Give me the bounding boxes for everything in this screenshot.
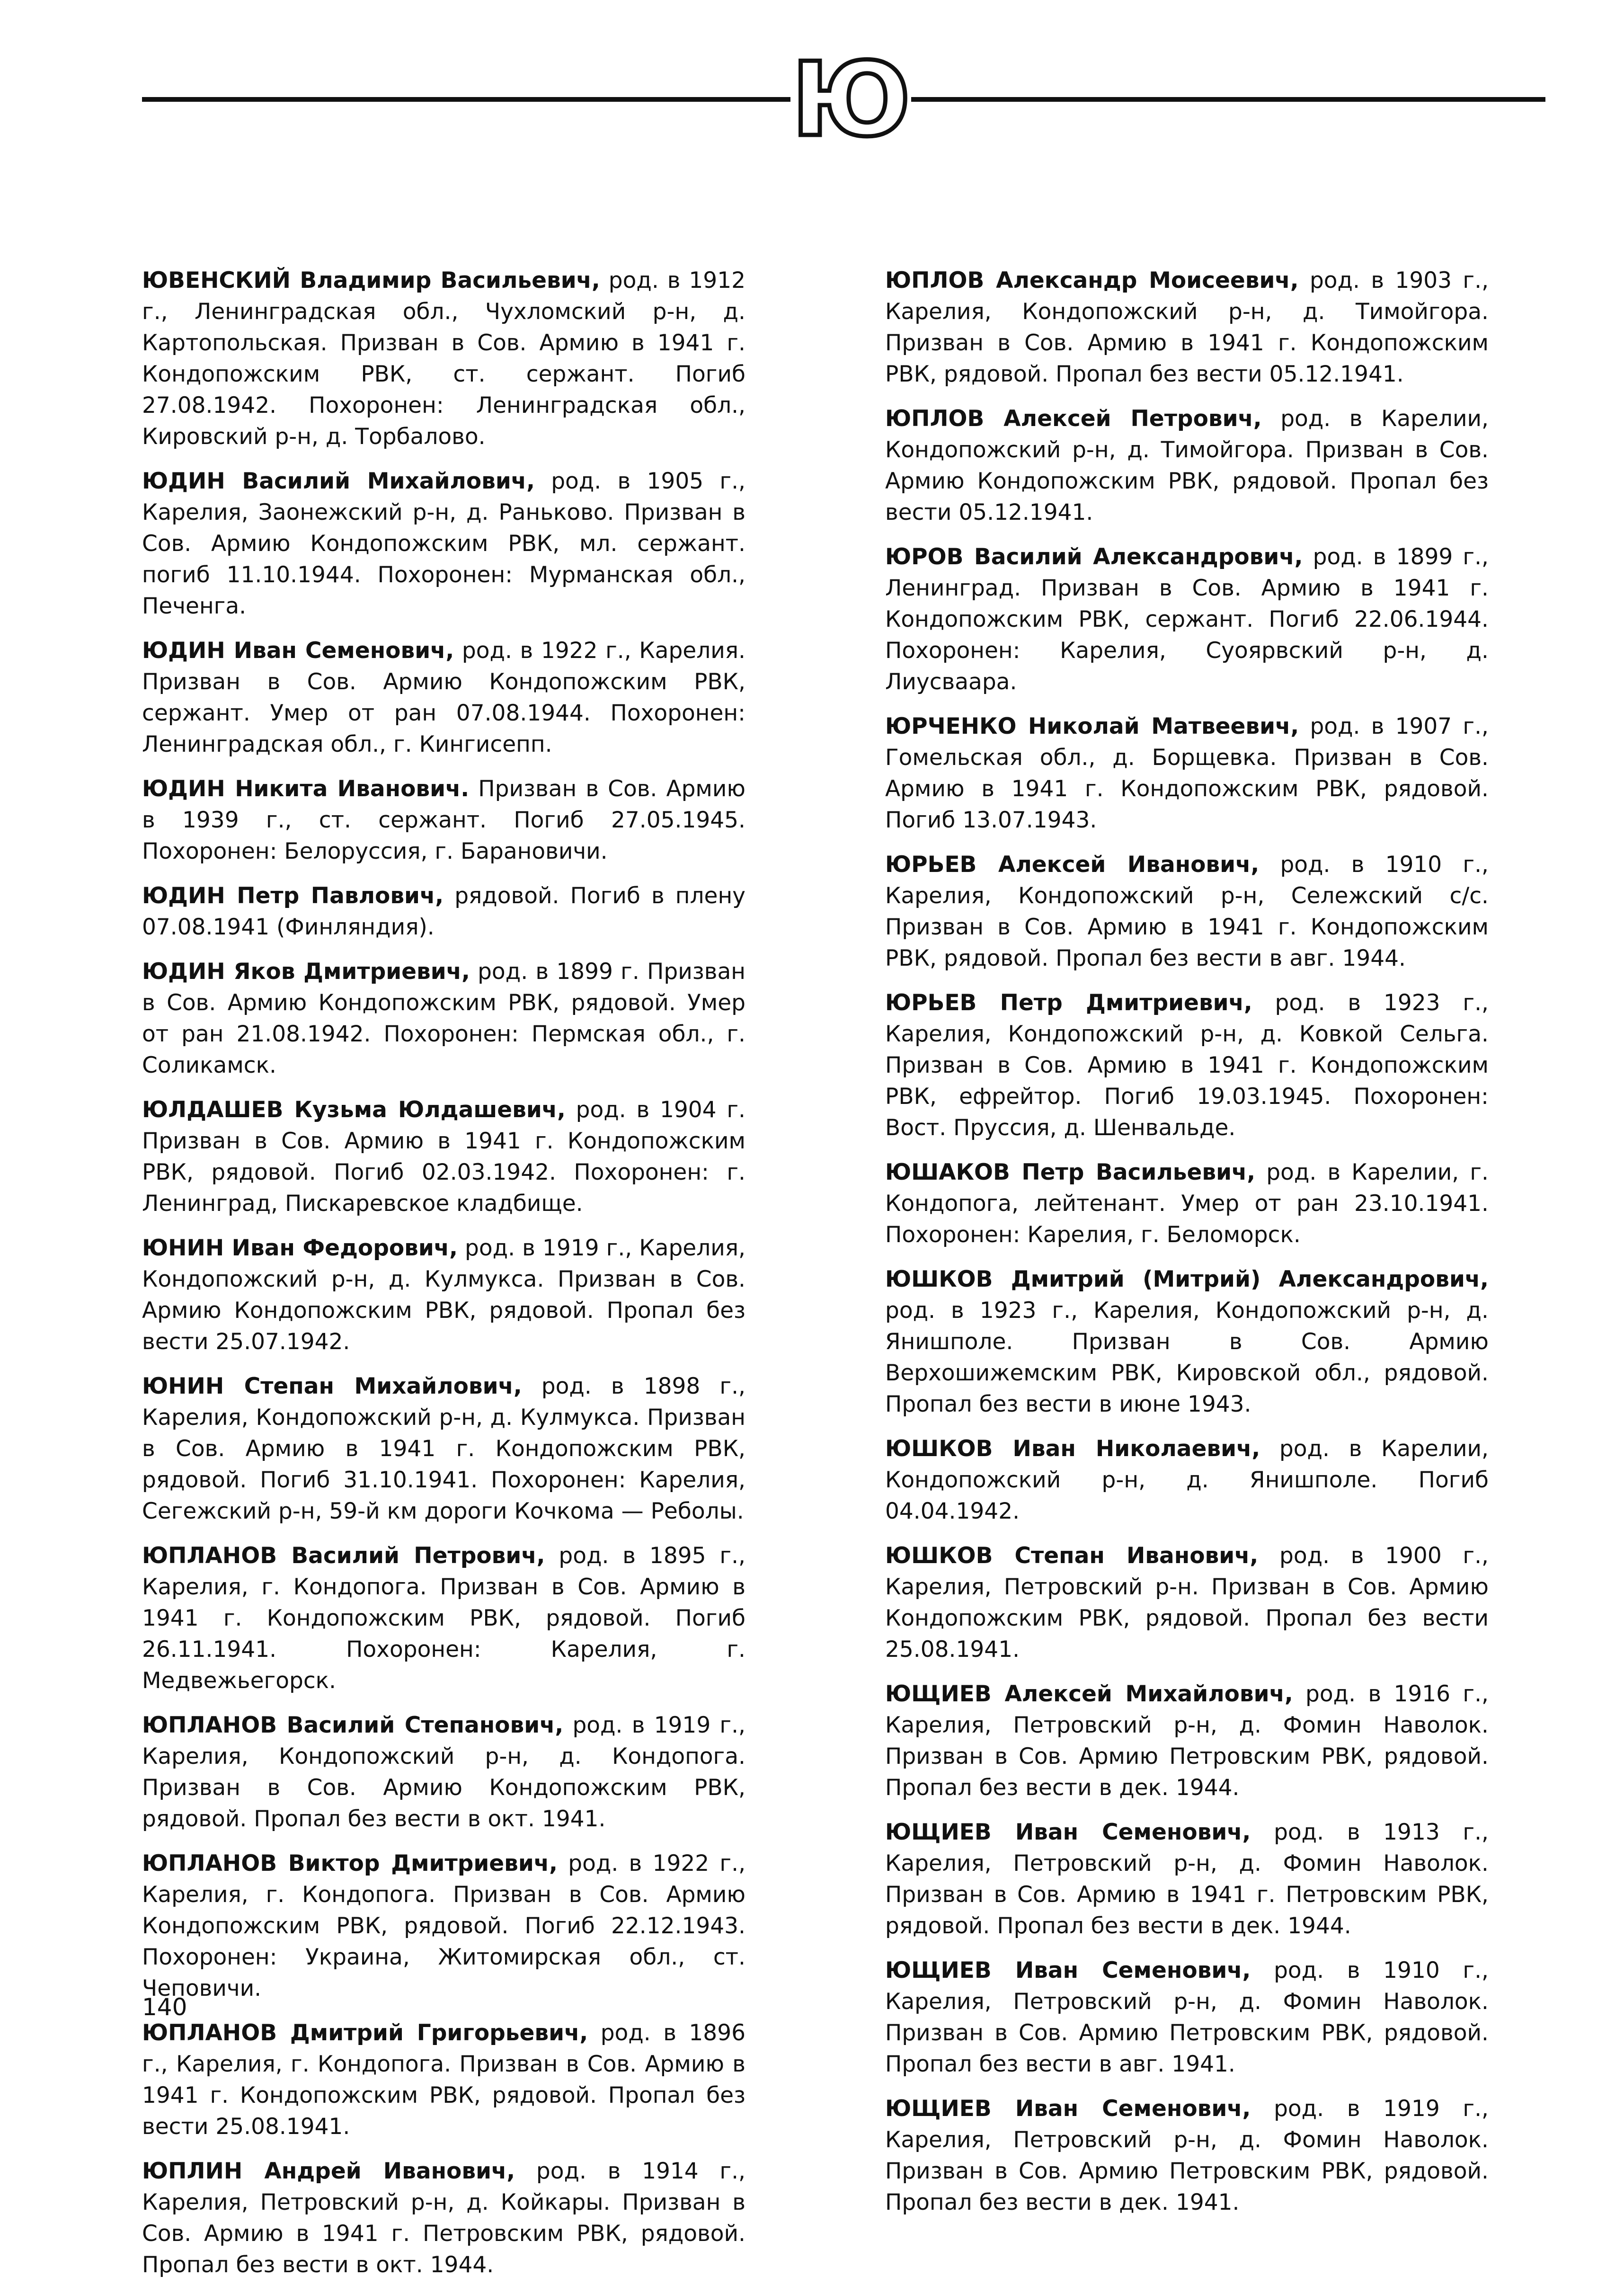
entry-name: ЮРЬЕВ Петр Дмитриевич, xyxy=(885,990,1252,1016)
entry-name: ЮДИН Никита Иванович. xyxy=(142,776,470,802)
entry-text: род. в 1914 г., Карелия, Петровский р-н, д. Койкары. Призван в Сов. Армию в 1941 г. Петровским РВК, рядовой. Пропал без вести в окт. 1944. xyxy=(142,2158,745,2278)
section-letter: Ю xyxy=(791,40,911,159)
biography-entry xyxy=(142,774,745,867)
entry-text: род. в 1900 г., Карелия, Петровский р-н. Призван в Сов. Армию Кондопожским РВК, рядовой. Пропал без вести 25.08.1941. xyxy=(885,1543,1489,1663)
biography-entry xyxy=(885,987,1489,1144)
entry-name: ЮНИН Степан Михайлович, xyxy=(142,1373,522,1399)
entry-text: род. в 1898 г., Карелия, Кондопожский р-н, д. Кулмукса. Призван в Сов. Армию в 1941 г. Кондопожским РВК, рядовой. Погиб 31.10.1941. Похоронен: Карелия, Сегежский р-н, 59-й км дороги Кочкома — Реболы. xyxy=(142,1373,745,1524)
entry-name: ЮДИН Яков Дмитриевич, xyxy=(142,959,470,985)
entry-text: род. в 1913 г., Карелия, Петровский р-н, д. Фомин Наволок. Призван в Сов. Армию в 1941 г. Петровским РВК, рядовой. Пропал без вести в дек. 1944. xyxy=(885,1819,1489,1939)
entry-name: ЮШКОВ Степан Иванович, xyxy=(885,1543,1259,1569)
biography-entry xyxy=(885,1679,1489,1804)
biography-entry xyxy=(885,542,1489,698)
biography-entry xyxy=(142,2018,745,2143)
entry-text: род. в 1896 г., Карелия, г. Кондопога. Призван в Сов. Армию в 1941 г. Кондопожским РВК, рядовой. Пропал без вести 25.08.1941. xyxy=(142,2020,746,2140)
biography-entry xyxy=(142,1710,745,1835)
entry-name: ЮПЛАНОВ Виктор Дмитриевич, xyxy=(142,1850,558,1876)
entry-text: род. в 1916 г., Карелия, Петровский р-н, д. Фомин Наволок. Призван в Сов. Армию Петровским РВК, рядовой. Пропал без вести в дек. 1944. xyxy=(885,1681,1489,1801)
biography-entry xyxy=(142,1371,745,1527)
entry-name: ЮПЛОВ Алексей Петрович, xyxy=(885,406,1262,432)
entry-name: ЮЩИЕВ Иван Семенович, xyxy=(885,2096,1251,2122)
biography-entry xyxy=(142,265,745,453)
entry-name: ЮШАКОВ Петр Васильевич, xyxy=(885,1159,1256,1185)
entry-text: род. в 1919 г., Карелия, Петровский р-н, д. Фомин Наволок. Призван в Сов. Армию Петровским РВК, рядовой. Пропал без вести в дек. 1941. xyxy=(885,2096,1489,2215)
entry-name: ЮВЕНСКИЙ Владимир Васильевич, xyxy=(142,267,600,293)
section-header xyxy=(142,40,1545,159)
entry-name: ЮЩИЕВ Иван Семенович, xyxy=(885,1819,1251,1845)
entry-name: ЮПЛИН Андрей Иванович, xyxy=(142,2158,515,2184)
biography-entry xyxy=(885,1433,1489,1527)
biography-entry xyxy=(885,403,1489,528)
entry-name: ЮРЬЕВ Алексей Иванович, xyxy=(885,852,1260,878)
entry-text: род. в 1903 г., Карелия, Кондопожский р-н, д. Тимойгора. Призван в Сов. Армию в 1941 г. Кондопожским РВК, рядовой. Пропал без вести 05.12.1941. xyxy=(885,267,1489,387)
section-letter-emblem xyxy=(791,40,911,159)
biography-entry xyxy=(142,1233,745,1358)
biography-entry xyxy=(142,1540,745,1697)
entry-text: род. в 1905 г., Карелия, Заонежский р-н, д. Раньково. Призван в Сов. Армию Кондопожским РВК, мл. сержант. погиб 11.10.1944. Похоронен: Мурманская обл., Печенга. xyxy=(142,468,745,619)
entry-name: ЮРОВ Василий Александрович, xyxy=(885,544,1303,570)
entry-name: ЮПЛАНОВ Василий Степанович, xyxy=(142,1712,564,1738)
biography-entry xyxy=(142,880,745,943)
header-rule-left xyxy=(142,97,790,102)
biography-entry xyxy=(142,956,745,1081)
entry-text: род. в 1910 г., Карелия, Кондопожский р-н, Сележский с/с. Призван в Сов. Армию в 1941 г. Кондопожским РВК, рядовой. Пропал без вести в авг. 1944. xyxy=(885,852,1489,971)
entry-text: род. в 1923 г., Карелия, Кондопожский р-н, д. Янишполе. Призван в Сов. Армию Верхошижемским РВК, Кировской обл., рядовой. Пропал без вести в июне 1943. xyxy=(885,1298,1489,1417)
entry-text: род. в 1922 г., Карелия, г. Кондопога. Призван в Сов. Армию Кондопожским РВК, рядовой. Погиб 22.12.1943. Похоронен: Украина, Житомирская обл., ст. Чеповичи. xyxy=(142,1850,746,2001)
entry-name: ЮПЛОВ Александр Моисеевич, xyxy=(885,267,1299,293)
entry-text: род. в Карелии, г. Кондопога, лейтенант. Умер от ран 23.10.1941. Похоронен: Карелия, г. Беломорск. xyxy=(885,1159,1489,1248)
entry-text: род. в Карелии, Кондопожский р-н, д. Тимойгора. Призван в Сов. Армию Кондопожским РВК, рядовой. Пропал без вести 05.12.1941. xyxy=(885,406,1489,525)
biography-entry xyxy=(142,466,745,622)
entry-text: род. в 1899 г., Ленинград. Призван в Сов. Армию в 1941 г. Кондопожским РВК, сержант. Погиб 22.06.1944. Похоронен: Карелия, Суоярвский р-н, д. Лиусваара. xyxy=(885,544,1489,695)
biography-entry xyxy=(885,1264,1489,1420)
entry-name: ЮДИН Василий Михайлович, xyxy=(142,468,535,494)
biography-entry xyxy=(885,1955,1489,2080)
entry-name: ЮДИН Петр Павлович, xyxy=(142,883,444,909)
entry-text: Призван в Сов. Армию в 1939 г., ст. сержант. Погиб 27.05.1945. Похоронен: Белоруссия, г. Барановичи. xyxy=(142,776,745,864)
entry-text: род. в Карелии, Кондопожский р-н, д. Янишполе. Погиб 04.04.1942. xyxy=(885,1436,1489,1524)
entry-name: ЮЩИЕВ Иван Семенович, xyxy=(885,1957,1251,1983)
biography-entry xyxy=(885,265,1489,390)
entry-text: род. в 1895 г., Карелия, г. Кондопога. Призван в Сов. Армию в 1941 г. Кондопожским РВК, рядовой. Погиб 26.11.1941. Похоронен: Карелия, г. Медвежьегорск. xyxy=(142,1543,745,1694)
entry-text: род. в 1899 г. Призван в Сов. Армию Кондопожским РВК, рядовой. Умер от ран 21.08.1942. Похоронен: Пермская обл., г. Соликамск. xyxy=(142,959,745,1078)
entry-text: род. в 1923 г., Карелия, Кондопожский р-н, д. Ковкой Сельга. Призван в Сов. Армию в 1941 г. Кондопожским РВК, ефрейтор. Погиб 19.03.1945. Похоронен: Вост. Пруссия, д. Шенвальде. xyxy=(885,990,1489,1141)
biography-entry xyxy=(142,635,745,760)
entry-name: ЮЛДАШЕВ Кузьма Юлдашевич, xyxy=(142,1097,566,1123)
page-number: 140 xyxy=(142,1993,187,2021)
header-rule-right xyxy=(911,97,1545,102)
biography-entry xyxy=(142,2156,745,2281)
entry-name: ЮПЛАНОВ Василий Петрович, xyxy=(142,1543,545,1569)
biography-entry xyxy=(885,2093,1489,2218)
entry-text: род. в 1907 г., Гомельская обл., д. Борщевка. Призван в Сов. Армию в 1941 г. Кондопожским РВК, рядовой. Погиб 13.07.1943. xyxy=(885,713,1489,833)
biography-entry xyxy=(885,1157,1489,1251)
biography-entry xyxy=(885,1817,1489,1942)
biography-entry xyxy=(885,849,1489,974)
biography-entry xyxy=(142,1848,745,2004)
entry-text: род. в 1919 г., Карелия, Кондопожский р-н, д. Кондопога. Призван в Сов. Армию Кондопожским РВК, рядовой. Пропал без вести в окт. 1941. xyxy=(142,1712,745,1832)
entry-name: ЮЩИЕВ Алексей Михайлович, xyxy=(885,1681,1293,1707)
entry-text: род. в 1904 г. Призван в Сов. Армию в 1941 г. Кондопожским РВК, рядовой. Погиб 02.03.1942. Похоронен: г. Ленинград, Пискаревское кладбище. xyxy=(142,1097,745,1217)
entry-text: род. в 1912 г., Ленинградская обл., Чухломский р-н, д. Картопольская. Призван в Сов. Армию в 1941 г. Кондопожским РВК, ст. сержант. Погиб 27.08.1942. Похоронен: Ленинградская обл., Кировский р-н, д. Торбалово. xyxy=(142,267,746,450)
right-column xyxy=(885,265,1489,2232)
entry-name: ЮДИН Иван Семенович, xyxy=(142,638,454,664)
biography-entry xyxy=(885,1540,1489,1665)
entry-text: род. в 1922 г., Карелия. Призван в Сов. Армию Кондопожским РВК, сержант. Умер от ран 07.08.1944. Похоронен: Ленинградская обл., г. Кингисепп. xyxy=(142,638,746,757)
left-column xyxy=(142,265,745,2294)
entry-name: ЮНИН Иван Федорович, xyxy=(142,1235,458,1261)
entry-name: ЮШКОВ Иван Николаевич, xyxy=(885,1436,1260,1462)
entry-text: род. в 1910 г., Карелия, Петровский р-н, д. Фомин Наволок. Призван в Сов. Армию Петровским РВК, рядовой. Пропал без вести в авг. 1941. xyxy=(885,1957,1489,2077)
entry-name: ЮШКОВ Дмитрий (Митрий) Александрович, xyxy=(885,1266,1489,1292)
biography-entry xyxy=(142,1094,745,1219)
entry-name: ЮПЛАНОВ Дмитрий Григорьевич, xyxy=(142,2020,588,2046)
entry-text: род. в 1919 г., Карелия, Кондопожский р-н, д. Кулмукса. Призван в Сов. Армию Кондопожским РВК, рядовой. Пропал без вести 25.07.1942. xyxy=(142,1235,746,1355)
biography-entry xyxy=(885,711,1489,836)
entry-text: рядовой. Погиб в плену 07.08.1941 (Финляндия). xyxy=(142,883,745,940)
entry-name: ЮРЧЕНКО Николай Матвеевич, xyxy=(885,713,1299,739)
